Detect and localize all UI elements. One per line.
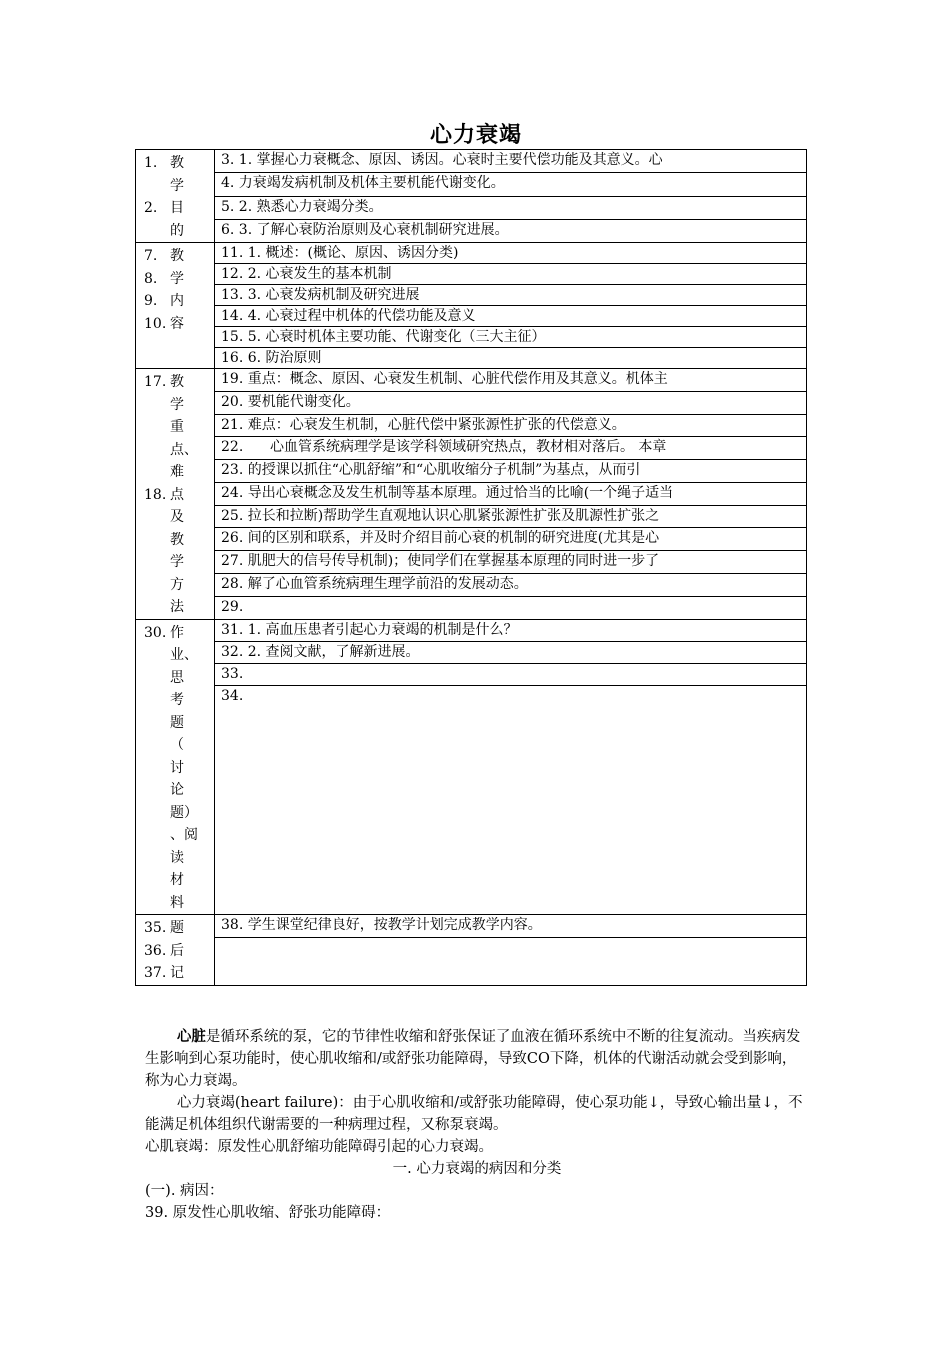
table-row bbox=[136, 150, 807, 173]
table-row bbox=[136, 596, 807, 619]
table-cell: 3. 1. 掌握心力衰概念、原因、诱因。心衰时主要代偿功能及其意义。心 bbox=[215, 150, 807, 173]
table-row bbox=[136, 285, 807, 306]
table-row bbox=[136, 348, 807, 369]
lesson-plan-table bbox=[135, 149, 807, 986]
table-cell: 5. 2. 熟悉心力衰竭分类。 bbox=[215, 196, 807, 219]
table-row bbox=[136, 173, 807, 196]
table-cell: 21. 难点：心衰发生机制，心脏代偿中紧张源性扩张的代偿意义。 bbox=[215, 414, 807, 437]
table-row bbox=[136, 938, 807, 985]
table-cell: 20. 要机能代谢变化。 bbox=[215, 391, 807, 414]
table-cell: 32. 2. 查阅文献，了解新进展。 bbox=[215, 641, 807, 663]
section-label-homework: 30. 作 业、 思 考 题 （ 讨 论 题） 、阅 读 材 料 bbox=[136, 619, 215, 915]
table-row bbox=[136, 641, 807, 663]
table-row bbox=[136, 573, 807, 596]
table-row bbox=[136, 196, 807, 219]
table-row bbox=[136, 391, 807, 414]
intro-paragraph: 心脏是循环系统的泵，它的节律性收缩和舒张保证了血液在循环系统中不断的往复流动。当疾病发生影响到心泵功能时，使心肌收缩和/或舒张功能障碍，导致CO下降，机体的代谢活动就会受到影响，称为心力衰竭。 bbox=[145, 1028, 801, 1089]
table-row bbox=[136, 327, 807, 348]
table-row bbox=[136, 619, 807, 641]
table-cell: 14. 4. 心衰过程中机体的代偿功能及意义 bbox=[215, 306, 807, 327]
list-item: 39. 原发性心肌收缩、舒张功能障碍： bbox=[145, 1205, 391, 1221]
myocardial-failure-line: 心肌衰竭：原发性心肌舒缩功能障碍引起的心力衰竭。 bbox=[145, 1139, 493, 1155]
table-cell bbox=[215, 938, 807, 985]
table-cell: 29. bbox=[215, 596, 807, 619]
table-cell: 13. 3. 心衰发病机制及研究进展 bbox=[215, 285, 807, 306]
table-row bbox=[136, 551, 807, 574]
table-cell: 23. 的授课以抓住“心肌舒缩”和“心肌收缩分子机制”为基点，从而引 bbox=[215, 460, 807, 483]
table-cell: 33. bbox=[215, 664, 807, 686]
table-row bbox=[136, 243, 807, 264]
section-heading: 一. 心力衰竭的病因和分类 bbox=[392, 1161, 562, 1177]
table-cell: 25. 拉长和拉断)帮助学生直观地认识心肌紧张源性扩张及肌源性扩张之 bbox=[215, 505, 807, 528]
table-cell: 12. 2. 心衰发生的基本机制 bbox=[215, 264, 807, 285]
table-cell: 27. 肌肥大的信号传导机制)；使同学们在掌握基本原理的同时进一步了 bbox=[215, 551, 807, 574]
table-cell: 31. 1. 高血压患者引起心力衰竭的机制是什么？ bbox=[215, 619, 807, 641]
section-label-objectives: 1. 教 学 2. 目 的 bbox=[136, 150, 215, 243]
table-cell: 26. 间的区别和联系，并及时介绍目前心衰的机制的研究进度(尤其是心 bbox=[215, 528, 807, 551]
table-row bbox=[136, 482, 807, 505]
table-cell: 6. 3. 了解心衰防治原则及心衰机制研究进展。 bbox=[215, 219, 807, 242]
section-label-content: 7. 教 8. 学 9. 内 10. 容 bbox=[136, 243, 215, 369]
table-row bbox=[136, 505, 807, 528]
table-row bbox=[136, 915, 807, 938]
subheading-cause: (一). 病因： bbox=[145, 1183, 224, 1199]
table-cell: 38. 学生课堂纪律良好，按教学计划完成教学内容。 bbox=[215, 915, 807, 938]
table-row bbox=[136, 686, 807, 915]
table-cell: 16. 6. 防治原则 bbox=[215, 348, 807, 369]
table-row bbox=[136, 369, 807, 392]
section-label-postscript: 35. 题 36. 后 37. 记 bbox=[136, 915, 215, 986]
bold-term: 心脏 bbox=[176, 1028, 206, 1045]
table-row bbox=[136, 528, 807, 551]
body-text bbox=[145, 1026, 809, 1224]
document-title: 心力衰竭 bbox=[429, 122, 522, 148]
table-row bbox=[136, 437, 807, 460]
table-row bbox=[136, 264, 807, 285]
table-cell: 28. 解了心血管系统病理生理学前沿的发展动态。 bbox=[215, 573, 807, 596]
table-cell: 24. 导出心衰概念及发生机制等基本原理。通过恰当的比喻(一个绳子适当 bbox=[215, 482, 807, 505]
table-row bbox=[136, 664, 807, 686]
table-row bbox=[136, 306, 807, 327]
table-cell: 34. bbox=[215, 686, 807, 915]
table-row bbox=[136, 460, 807, 483]
table-cell: 22. 心血管系统病理学是该学科领域研究热点，教材相对落后。 本章 bbox=[215, 437, 807, 460]
table-row bbox=[136, 219, 807, 242]
definition-paragraph: 心力衰竭(heart failure)：由于心肌收缩和/或舒张功能障碍，使心泵功能↓，导致心输出量↓，不能满足机体组织代谢需要的一种病理过程，又称泵衰竭。 bbox=[145, 1095, 803, 1133]
table-cell: 19. 重点：概念、原因、心衰发生机制、心脏代偿作用及其意义。机体主 bbox=[215, 369, 807, 392]
table-row bbox=[136, 414, 807, 437]
section-label-key-points: 17. 教 学 重 点、 难 18. 点 及 教 学 方 法 bbox=[136, 369, 215, 620]
table-cell: 4. 力衰竭发病机制及机体主要机能代谢变化。 bbox=[215, 173, 807, 196]
table-cell: 11. 1. 概述：(概论、原因、诱因分类) bbox=[215, 243, 807, 264]
table-cell: 15. 5. 心衰时机体主要功能、代谢变化（三大主征） bbox=[215, 327, 807, 348]
